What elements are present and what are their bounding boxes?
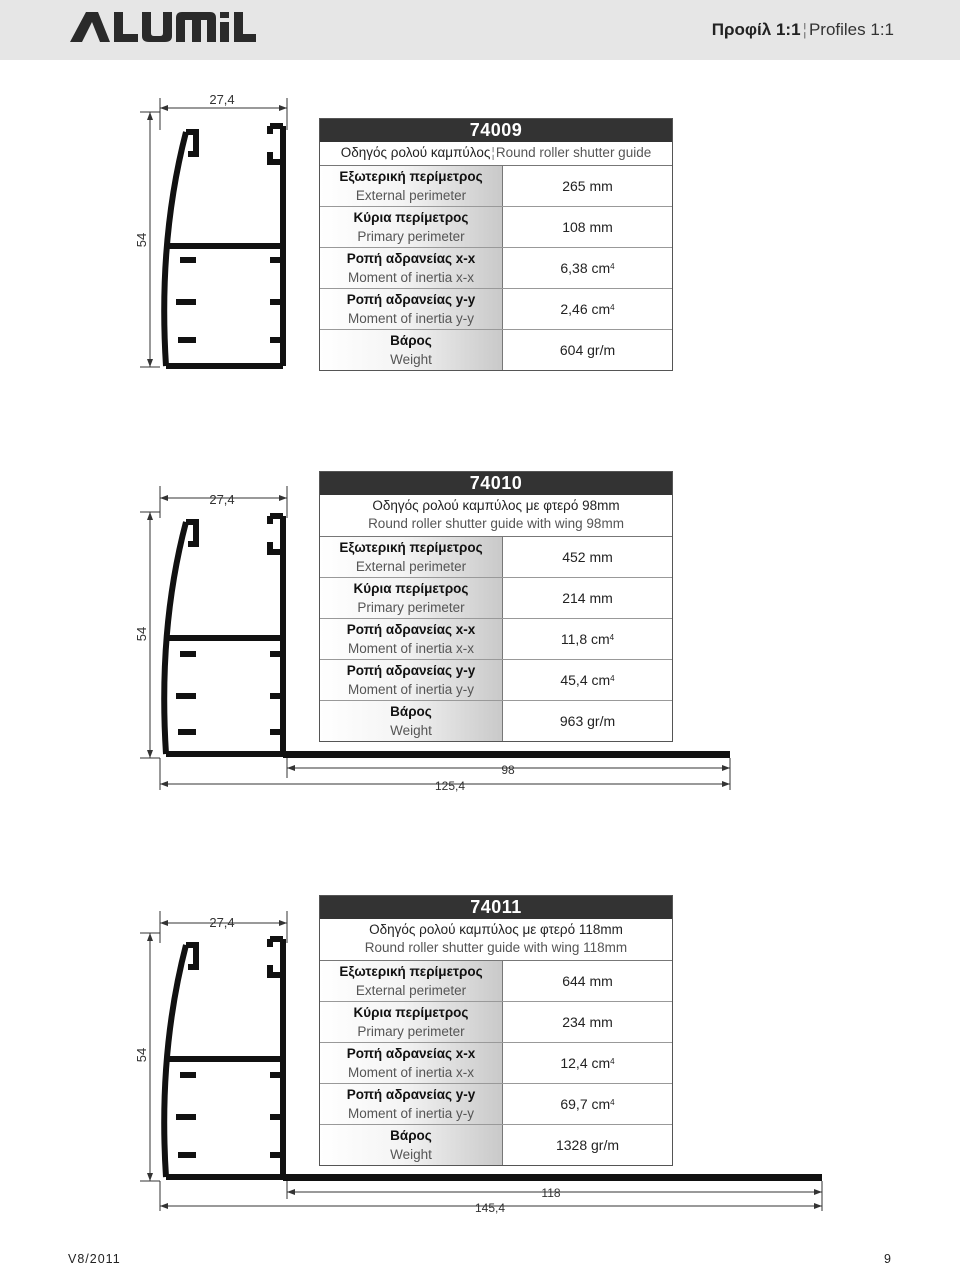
property-label: [320, 619, 503, 659]
property-label: [320, 537, 503, 577]
value-text: 265 mm: [562, 178, 613, 194]
description-greek: Οδηγός ρολού καμπύλος: [340, 145, 491, 160]
profile-code: 74009: [320, 119, 672, 142]
label-english: Moment of inertia x-x: [347, 270, 475, 285]
value-text: 12,4 cm: [560, 1055, 611, 1071]
property-label: [320, 1125, 503, 1165]
property-value: [503, 1002, 672, 1042]
description-english: Round roller shutter guide: [495, 145, 652, 160]
dim-height-label: 54: [134, 1047, 149, 1063]
title-separator: ¦: [802, 20, 807, 39]
property-value: [503, 961, 672, 1001]
description-greek: Οδηγός ρολού καμπύλος με φτερό 118mm: [369, 922, 623, 937]
value-text: 108 mm: [562, 219, 613, 235]
property-value: [503, 248, 672, 288]
label-greek: Ροπή αδρανείας x-x: [346, 251, 476, 266]
label-english: Moment of inertia y-y: [347, 311, 475, 326]
profile-table-74011: [319, 895, 673, 1166]
label-english: Primary perimeter: [357, 229, 465, 244]
property-label: [320, 660, 503, 700]
dim-width-label: 27,4: [209, 492, 235, 507]
dim-width-label: 27,4: [209, 915, 235, 930]
description-separator: ¦: [491, 145, 495, 160]
label-english: Moment of inertia y-y: [347, 682, 475, 697]
property-value: [503, 1043, 672, 1083]
label-english: Moment of inertia x-x: [347, 1065, 475, 1080]
description-english: Round roller shutter guide with wing 98mm: [368, 516, 624, 531]
label-english: Moment of inertia y-y: [347, 1106, 475, 1121]
label-greek: Βάρος: [390, 1128, 432, 1143]
value-exponent: 4: [610, 302, 615, 312]
dim-wing-label: 118: [541, 1186, 561, 1200]
property-row: [320, 961, 672, 1002]
dim-height-label: 54: [134, 232, 149, 248]
label-greek: Ροπή αδρανείας x-x: [346, 622, 476, 637]
property-value: [503, 1125, 672, 1165]
profile-shape: [164, 516, 283, 754]
profile-shape: [164, 939, 283, 1177]
property-row: [320, 660, 672, 701]
footer-version: V8/2011: [68, 1252, 121, 1266]
label-english: External perimeter: [355, 188, 467, 203]
property-row: [320, 207, 672, 248]
property-label: [320, 961, 503, 1001]
property-row: [320, 248, 672, 289]
page-number: 9: [884, 1252, 891, 1266]
label-english: Moment of inertia x-x: [347, 641, 475, 656]
property-row: [320, 289, 672, 330]
page-title: [712, 20, 894, 40]
property-row: [320, 166, 672, 207]
label-greek: Εξωτερική περίμετρος: [339, 540, 483, 555]
property-row: [320, 330, 672, 370]
label-english: Weight: [390, 352, 432, 367]
label-english: Weight: [390, 723, 432, 738]
label-greek: Ροπή αδρανείας y-y: [346, 292, 476, 307]
property-row: [320, 1084, 672, 1125]
property-label: [320, 248, 503, 288]
property-row: [320, 1002, 672, 1043]
value-text: 452 mm: [562, 549, 613, 565]
property-value: [503, 619, 672, 659]
property-row: [320, 701, 672, 741]
profile-wing: [283, 1174, 822, 1181]
value-text: 11,8 cm: [560, 631, 610, 647]
profile-code: 74010: [320, 472, 672, 495]
profile-table-74009: [319, 118, 673, 371]
label-greek: Ροπή αδρανείας x-x: [346, 1046, 476, 1061]
dim-height-label: 54: [134, 626, 149, 642]
property-label: [320, 1043, 503, 1083]
value-text: 2,46 cm: [560, 301, 611, 317]
property-row: [320, 619, 672, 660]
property-row: [320, 1125, 672, 1165]
label-english: External perimeter: [355, 559, 467, 574]
dim-wing-label: 98: [501, 763, 515, 777]
value-exponent: 4: [610, 1056, 615, 1066]
description-english: Round roller shutter guide with wing 118mm: [364, 940, 628, 955]
label-greek: Κύρια περίμετρος: [353, 1005, 469, 1020]
alumil-logo: [68, 6, 258, 46]
value-text: 1328 gr/m: [555, 1137, 620, 1153]
label-english: Weight: [390, 1147, 432, 1162]
property-value: [503, 330, 672, 370]
property-row: [320, 1043, 672, 1084]
label-greek: Ροπή αδρανείας y-y: [346, 663, 476, 678]
value-text: 214 mm: [562, 590, 613, 606]
property-label: [320, 330, 503, 370]
property-value: [503, 166, 672, 206]
property-value: [503, 578, 672, 618]
property-label: [320, 1084, 503, 1124]
label-greek: Κύρια περίμετρος: [353, 210, 469, 225]
property-label: [320, 578, 503, 618]
description-greek: Οδηγός ρολού καμπύλος με φτερό 98mm: [372, 498, 620, 513]
value-text: 604 gr/m: [559, 342, 616, 358]
value-exponent: 4: [610, 261, 615, 271]
property-value: [503, 289, 672, 329]
page-header: [0, 0, 960, 60]
property-value: [503, 207, 672, 247]
property-label: [320, 289, 503, 329]
label-greek: Κύρια περίμετρος: [353, 581, 469, 596]
label-english: External perimeter: [355, 983, 467, 998]
label-greek: Ροπή αδρανείας y-y: [346, 1087, 476, 1102]
property-row: [320, 578, 672, 619]
property-row: [320, 537, 672, 578]
profile-description: [320, 495, 672, 537]
title-english: Profiles 1:1: [808, 20, 894, 39]
profile-wing: [283, 751, 730, 758]
dim-total-label: 145,4: [474, 1201, 506, 1215]
label-greek: Βάρος: [390, 704, 432, 719]
property-label: [320, 1002, 503, 1042]
property-value: [503, 660, 672, 700]
value-text: 963 gr/m: [559, 713, 616, 729]
property-value: [503, 537, 672, 577]
value-exponent: 4: [609, 632, 615, 642]
profile-table-74010: [319, 471, 673, 742]
property-value: [503, 1084, 672, 1124]
profile-shape: [164, 126, 283, 366]
value-text: 45,4 cm: [560, 672, 611, 688]
property-value: [503, 701, 672, 741]
property-label: [320, 166, 503, 206]
title-greek: Προφίλ 1:1: [711, 20, 801, 39]
label-english: Primary perimeter: [357, 600, 465, 615]
dim-total-label: 125,4: [434, 779, 466, 793]
label-greek: Βάρος: [390, 333, 432, 348]
value-text: 69,7 cm: [560, 1096, 611, 1112]
label-english: Primary perimeter: [357, 1024, 465, 1039]
value-text: 644 mm: [562, 973, 613, 989]
property-label: [320, 207, 503, 247]
profile-code: 74011: [320, 896, 672, 919]
label-greek: Εξωτερική περίμετρος: [339, 964, 483, 979]
label-greek: Εξωτερική περίμετρος: [339, 169, 483, 184]
value-text: 234 mm: [562, 1014, 613, 1030]
value-exponent: 4: [610, 1097, 615, 1107]
value-text: 6,38 cm: [560, 260, 611, 276]
value-exponent: 4: [610, 673, 615, 683]
dim-width-label: 27,4: [209, 92, 235, 107]
property-label: [320, 701, 503, 741]
profile-description: [320, 142, 672, 166]
profile-description: [320, 919, 672, 961]
